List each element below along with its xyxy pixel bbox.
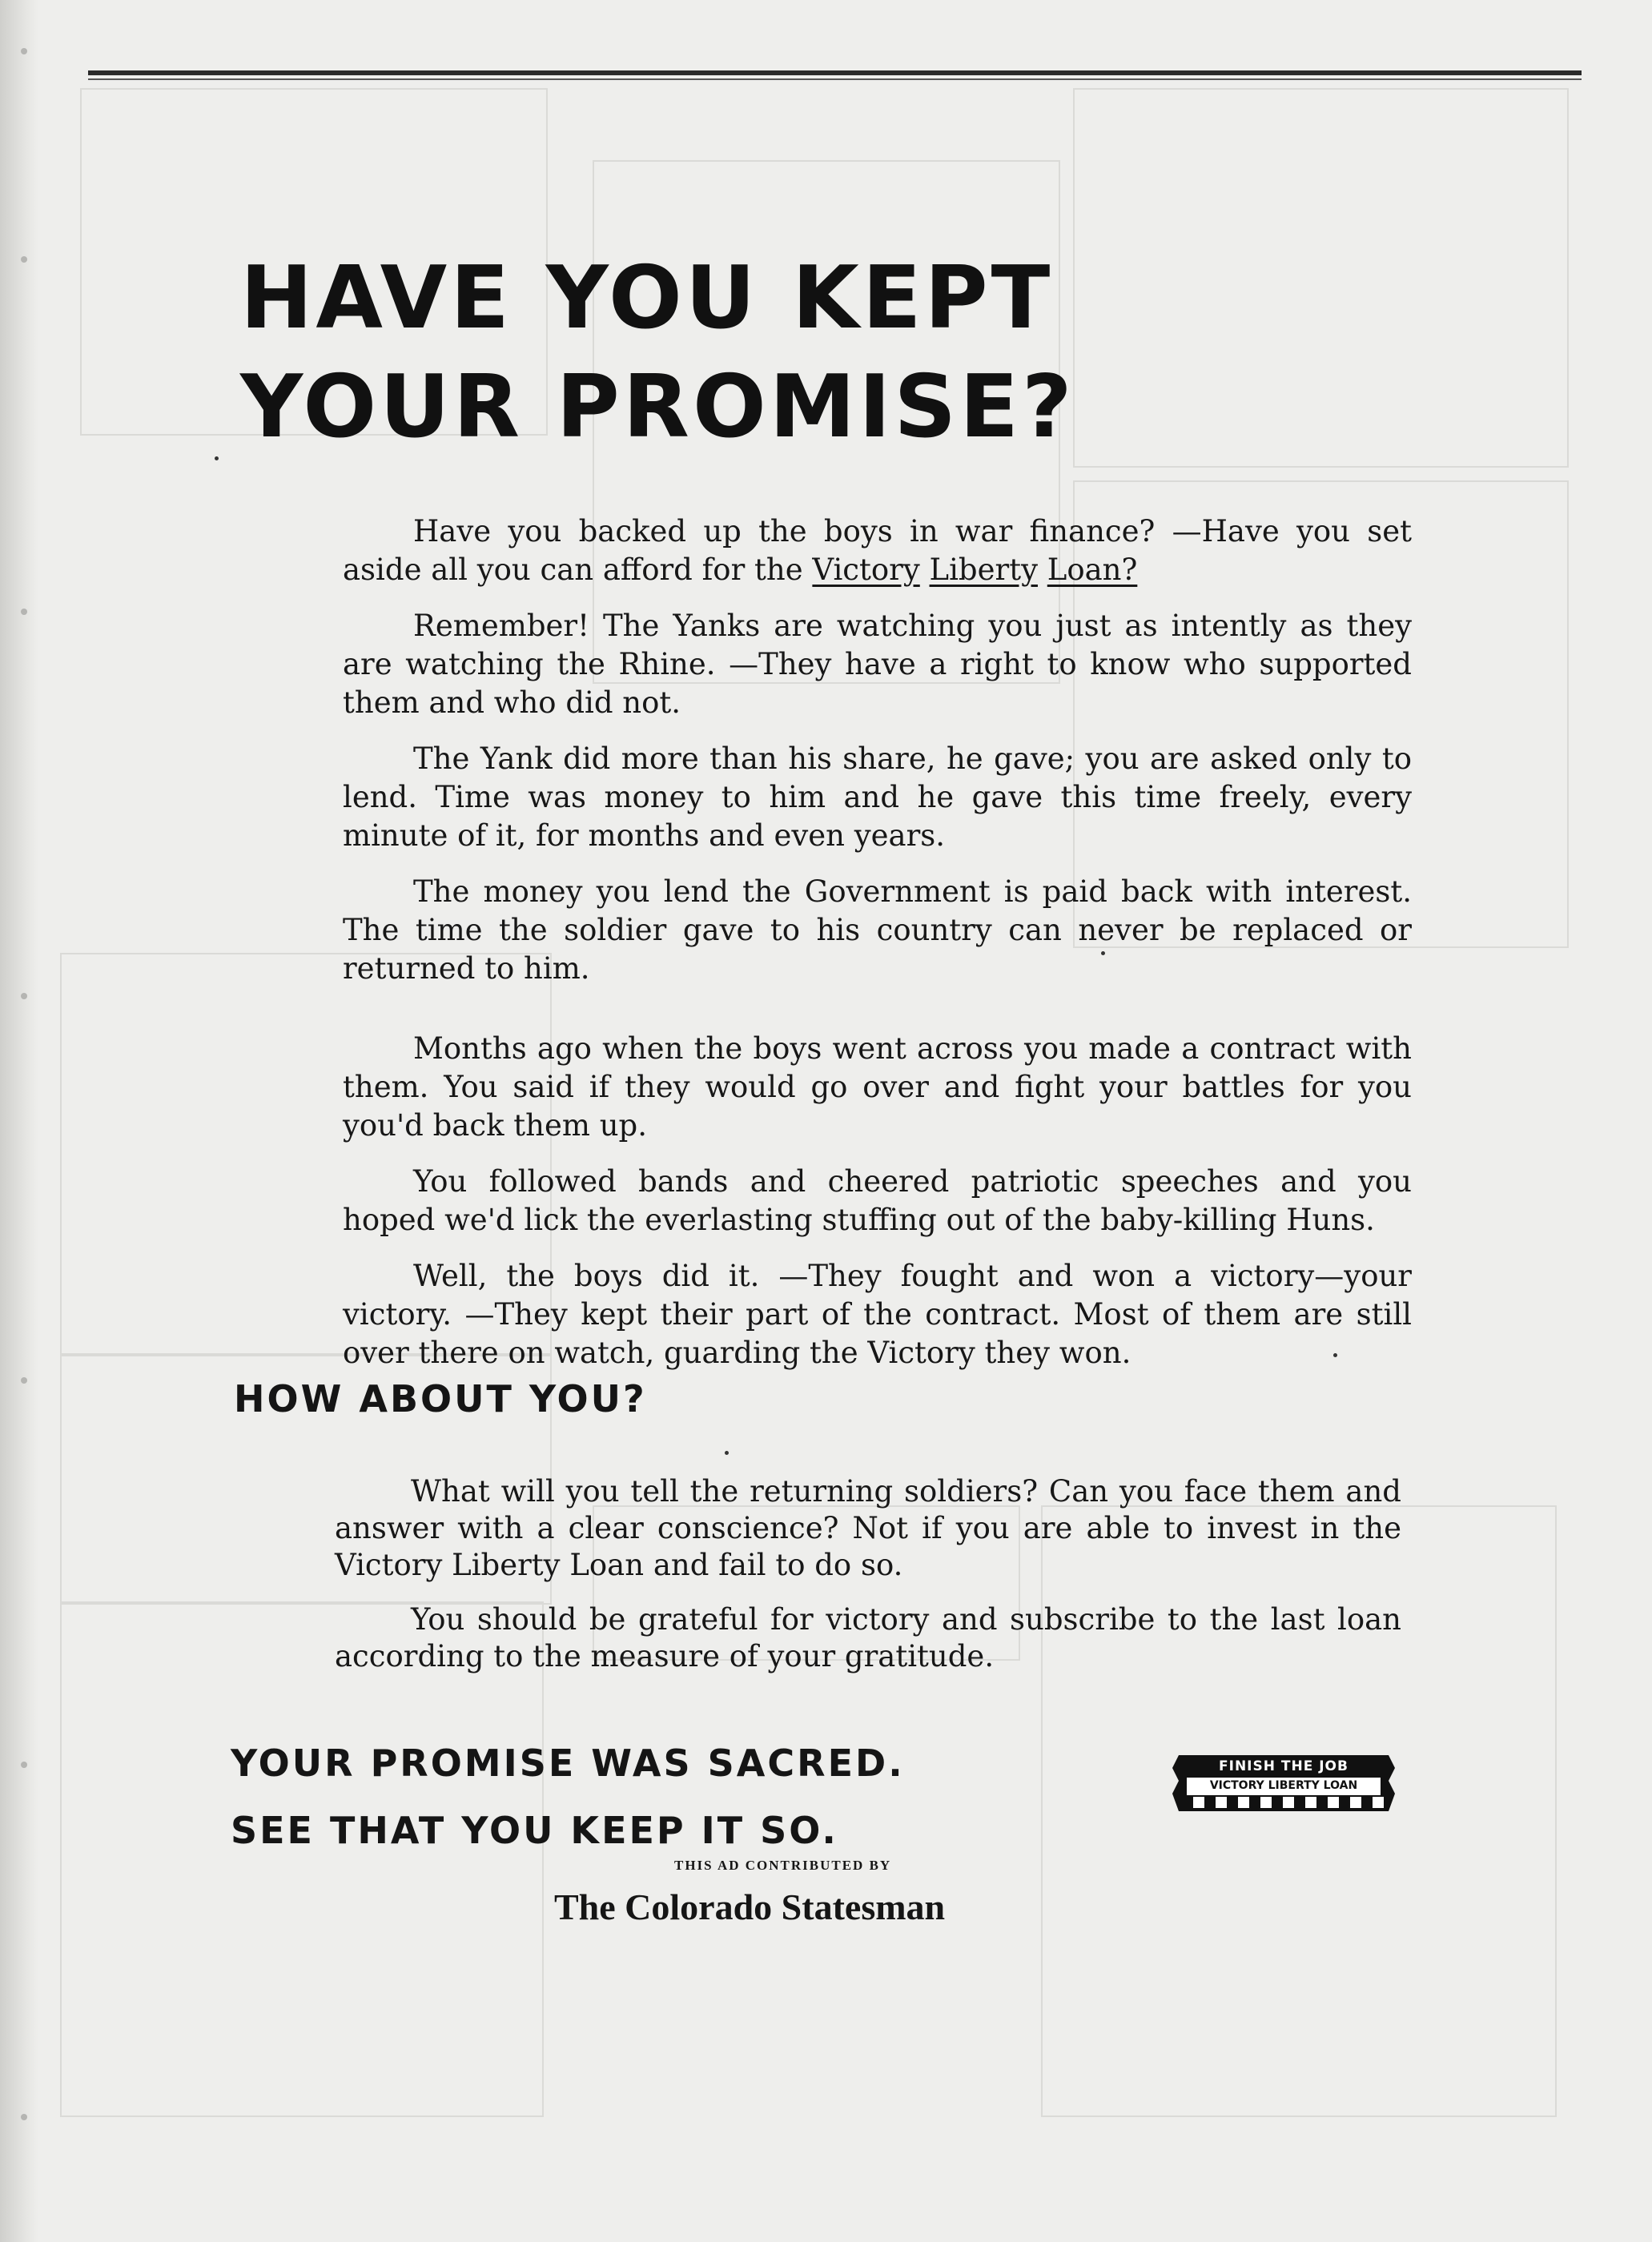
contribution-note: THIS AD CONTRIBUTED BY bbox=[674, 1858, 892, 1873]
underlined-word: Victory bbox=[812, 552, 920, 587]
paragraph: What will you tell the returning soldiers? Can you face them and answer with a clear conscience? Not if you are able to invest in the Victory Liberty Loan and fail to do so. bbox=[335, 1474, 1401, 1582]
headline-line-2: YOUR PROMISE? bbox=[240, 357, 1075, 457]
paragraph bbox=[343, 512, 1412, 589]
print-speck bbox=[1333, 1353, 1337, 1357]
paragraph: Well, the boys did it. —They fought and won a victory—your victory. —They kept their part of the contract. Most of them are still over there on watch, guarding the Victory they won. bbox=[343, 1259, 1412, 1370]
closing-line-2: SEE THAT YOU KEEP IT SO. bbox=[231, 1809, 838, 1852]
badge-bottom-text: VICTORY LIBERTY LOAN bbox=[1209, 1779, 1358, 1792]
underlined-word: Liberty bbox=[929, 552, 1038, 587]
paragraph: You followed bands and cheered patriotic speeches and you hoped we'd lick the everlasting stuffing out of the baby-killing Huns. bbox=[343, 1164, 1412, 1237]
headline bbox=[240, 244, 1441, 462]
paragraph: The money you lend the Government is paid back with interest. The time the soldier gave to his country can never be replaced or returned to him. bbox=[343, 874, 1412, 986]
top-rule-thin bbox=[88, 78, 1582, 80]
sponsor-name: The Colorado Statesman bbox=[554, 1886, 946, 1927]
binding-hole bbox=[21, 48, 27, 54]
top-rule bbox=[88, 70, 1582, 75]
binding-hole bbox=[21, 993, 27, 999]
paragraph: Months ago when the boys went across you made a contract with them. You said if they would go over and fight your battles for you you'd back them up. bbox=[343, 1031, 1412, 1143]
binding-hole bbox=[21, 609, 27, 615]
badge-top-text: FINISH THE JOB bbox=[1219, 1758, 1349, 1774]
page-binding-edge bbox=[0, 0, 38, 2242]
paragraph: The Yank did more than his share, he gave; you are asked only to lend. Time was money to him and he gave this time freely, every minute of it, for months and even years. bbox=[343, 741, 1412, 853]
closing-line-1: YOUR PROMISE WAS SACRED. bbox=[231, 1742, 905, 1785]
binding-hole bbox=[21, 1377, 27, 1384]
binding-hole bbox=[21, 2114, 27, 2120]
paragraph: Remember! The Yanks are watching you just as intently as they are watching the Rhine. —They have a right to know who supported them and who did not. bbox=[343, 609, 1412, 720]
print-speck bbox=[1101, 951, 1105, 955]
body-copy-2 bbox=[335, 1473, 1401, 1693]
subheading: HOW ABOUT YOU? bbox=[234, 1377, 647, 1420]
body-copy bbox=[343, 512, 1412, 1385]
victory-loan-badge bbox=[1171, 1752, 1397, 1814]
paragraph-text: Have you backed up the boys in war finance? —Have you set aside all you can afford for the bbox=[343, 514, 1412, 587]
binding-hole bbox=[21, 1762, 27, 1768]
print-speck bbox=[725, 1451, 729, 1455]
paragraph: You should be grateful for victory and subscribe to the last loan according to the measure of your gratitude. bbox=[335, 1602, 1401, 1673]
binding-hole bbox=[21, 256, 27, 263]
closing-slogan bbox=[231, 1730, 905, 1864]
headline-line-1: HAVE YOU KEPT bbox=[240, 248, 1054, 348]
print-speck bbox=[215, 456, 219, 460]
underlined-word: Loan? bbox=[1047, 552, 1138, 587]
